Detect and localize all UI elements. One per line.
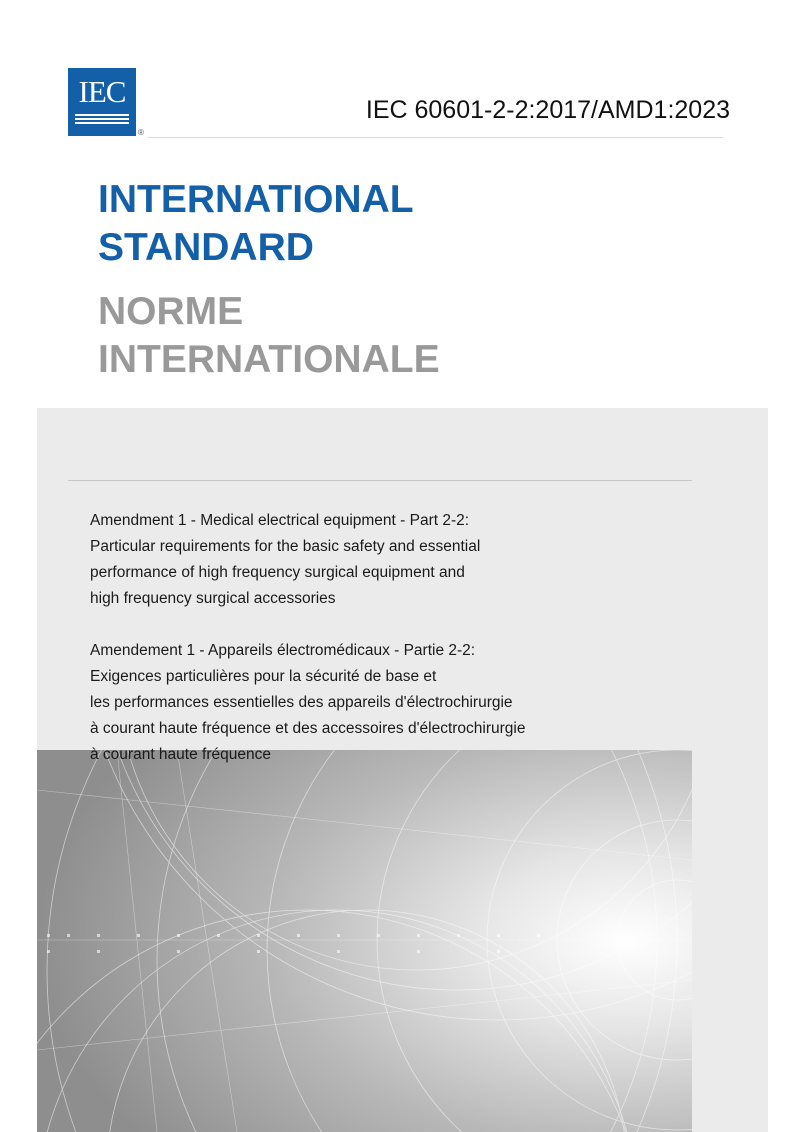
- title-french-line-2: INTERNATIONALE: [98, 338, 440, 381]
- description-english-line: Amendment 1 - Medical electrical equipment - Part 2-2:: [90, 512, 470, 529]
- title-english: [98, 176, 414, 272]
- description-english-line: high frequency surgical accessories: [90, 590, 336, 607]
- description-english: [90, 508, 650, 612]
- description-english-line: Particular requirements for the basic safety and essential: [90, 538, 481, 555]
- title-french: [98, 288, 440, 384]
- logo-lines: [75, 114, 129, 126]
- logo-text: IEC: [78, 74, 126, 109]
- cover-artwork: [37, 750, 692, 1132]
- description-french: [90, 638, 650, 768]
- title-english-line-2: STANDARD: [98, 226, 314, 269]
- description-french-line: à courant haute fréquence: [90, 746, 271, 763]
- registered-mark: ®: [138, 128, 144, 137]
- title-english-line-1: INTERNATIONAL: [98, 178, 414, 221]
- description-french-line: les performances essentielles des appareils d'électrochirurgie: [90, 694, 513, 711]
- header-divider: [148, 137, 723, 138]
- title-french-line-1: NORME: [98, 290, 244, 333]
- document-id: IEC 60601-2-2:2017/AMD1:2023: [365, 96, 730, 124]
- description-french-line: Exigences particulières pour la sécurité de base et: [90, 668, 437, 685]
- panel-divider: [68, 480, 692, 481]
- description-english-line: performance of high frequency surgical equipment and: [90, 564, 465, 581]
- description-french-line: Amendement 1 - Appareils électromédicaux - Partie 2-2:: [90, 642, 476, 659]
- description-french-line: à courant haute fréquence et des accessoires d'électrochirurgie: [90, 720, 526, 737]
- iec-logo: [68, 68, 136, 136]
